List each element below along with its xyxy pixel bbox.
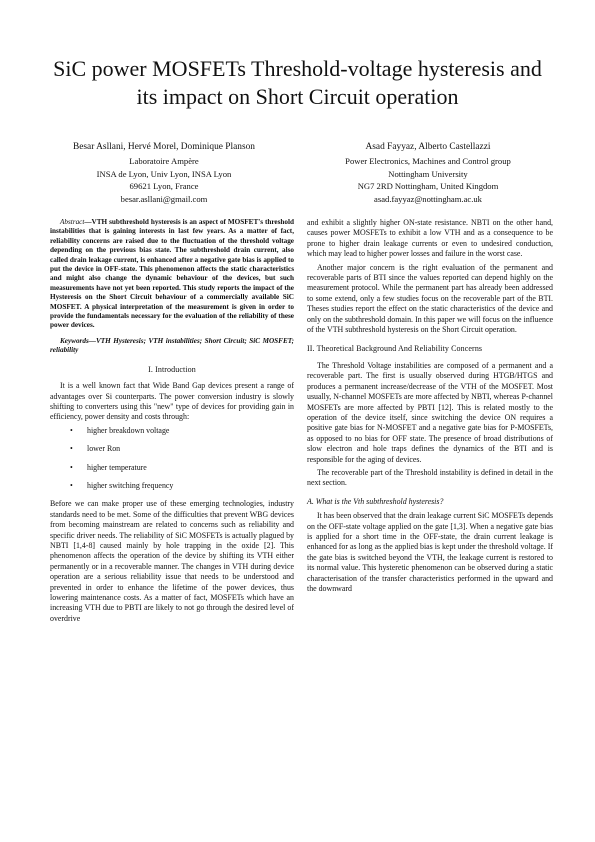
bullet-list [50,426,294,492]
author-affiliation-city: NG7 2RD Nottingham, United Kingdom [357,181,499,192]
bullet-icon: • [70,462,73,472]
section-heading: I. Introduction [148,364,196,374]
author-affiliation-lab: Laboratoire Ampère [129,156,199,167]
keywords-label: Keywords [60,336,89,345]
bullet-icon: • [70,480,73,490]
list-item-text: higher temperature [87,462,147,472]
list-item-text: higher breakdown voltage [87,425,170,435]
list-item [50,426,294,436]
bullet-icon: • [70,444,73,454]
author-names: Asad Fayyaz, Alberto Castellazzi [365,142,491,152]
author-affiliation-city: 69621 Lyon, France [129,181,199,192]
author-block-right [303,141,553,205]
keywords [50,337,294,356]
subsection-heading: A. What is the Vth subthreshold hysteresis? [307,496,444,506]
abstract-text: VTH subthreshold hysteresis is an aspect of MOSFET's threshold instabilities that is gaining interests in last few years. As a matter of fact, reliability concerns are raised due to the fluctuation of the threshold voltage depending on the previous bias state. The subthreshold drain current, also called drain leakage current, is enhanced after a negative gate bias is applied to put the device in OFF-state. This phenomenon affects the static characteristics and might also change the dynamic behaviour of the devices, but such measurements have not yet been reported. This study reports the impact of the Hysteresis on the Short Circuit behaviour of a commercially available SiC MOSFET. A physical interpretation of the measurement is given in order to provide the fundamentals necessary for the evaluation of the reliability of these power devices. [50,218,294,330]
list-item [50,444,294,454]
abstract [50,218,294,331]
body-paragraph: The Threshold Voltage instabilities are composed of a permanent and a recoverable part. The first is usually observed during HTGB/HTGS and produces a permanent increase/decrease of the VTH of the MOSFET. Most usually, N-channel MOSFETs are more affected by NBTI, whereas P-channel MOSFETs are more affected by PBTI [12]. This is related mostly to the operation of the device itself, since switching the device ON requires a positive gate bias for N-MOSFET and a negative gate bias for P-MOSFETs, as opposed to no bias for OFF state. The presence of broad distributions of slow electron and hole traps defines the dynamics of the BTI and is responsible for the aging of devices. [307,360,553,464]
intro-paragraph: Before we can make proper use of these emerging technologies, industry standards need to be met. Some of the difficulties that prevent WBG devices from becoming mainstream are related to concerns such as reliability and specific driver needs. The reliability of SiC MOSFETs is actually plagued by NBTI [1,4-8] caused mainly by hole trapping in the oxide [2]. This phenomenon affects the operation of the device by shifting its VTH either permanently or in a recoverable manner. The changes in VTH during device operation are a serious reliability issue that needs to be understood and prevented in order to enhance the lifetime of the power devices, thus lowering maintenance costs. As a matter of fact, MOSFETs which have an increasing VTH due to PBTI are likely to not go through the desired level of overdrive [50,499,294,623]
body-paragraph: Another major concern is the right evaluation of the permanent and recoverable parts of BTI since the values reported can depend highly on the measurement protocol. While the permanent part has already been addressed to some extend, only a few studies focus on the recoverable part of the BTI. Theses studies report the effect on the static characteristics of the device and only on the subthreshold domain. In this paper we will focus on the influence of the VTH subthreshold hysteresis on the Short Circuit operation. [307,262,553,335]
author-affiliation-lab: Power Electronics, Machines and Control group [345,156,511,167]
author-affiliation-inst: INSA de Lyon, Univ Lyon, INSA Lyon [96,168,232,179]
author-affiliation-inst: Nottingham University [388,168,468,179]
body-paragraph: and exhibit a slightly higher ON-state resistance. NBTI on the other hand, causes power MOSFETs to exhibit a low VTH and as a consequence to be prone to higher drain leakage currents or even to undesired conduction, which may lead to higher power losses and failure in the worst case. [307,218,553,259]
left-column [50,218,294,627]
bullet-icon: • [70,425,73,435]
author-email: besar.asllani@gmail.com [120,193,208,204]
paper-title: SiC power MOSFETs Threshold-voltage hysteresis and its impact on Short Circuit operation [53,56,542,109]
section-heading: II. Theoretical Background And Reliability Concerns [307,344,483,354]
list-item-text: lower Ron [87,444,121,454]
keywords-dash: — [88,336,96,345]
keywords-text: VTH Hysteresis; VTH instabilities; Short Circuit; SiC MOSFET; reliability [50,336,294,355]
list-item [50,463,294,473]
author-email: asad.fayyaz@nottingham.ac.uk [374,193,482,204]
author-names: Besar Asllani, Hervé Morel, Dominique Planson [72,142,255,152]
list-item-text: higher switching frequency [87,480,174,490]
body-paragraph: It has been observed that the drain leakage current SiC MOSFETs depends on the OFF-state voltage applied on the gate [1,3]. When a negative gate bias is applied for a short time in the OFF-state, the drain current leakage is enhanced for as long as the applied bias is kept under the threshold voltage. If the gate bias is switched beyond the VTH, the leakage current is restored to its normal value. This hysteretic phenomenon can be observed during a static characterisation of the transfer characteristics performed in the upward and the downward [307,511,553,593]
author-block-left [40,141,288,205]
body-paragraph: The recoverable part of the Threshold instability is defined in detail in the next section. [307,467,553,488]
list-item [50,481,294,491]
abstract-dash: — [84,218,92,226]
intro-paragraph: It is a well known fact that Wide Band Gap devices present a range of advantages over Si counterparts. The power conversion industry is slowly shifting to converters using this "new" type of devices for providing gain in efficiency, power density and costs through: [50,381,294,422]
right-column [307,218,553,597]
abstract-label: Abstract [60,218,85,226]
